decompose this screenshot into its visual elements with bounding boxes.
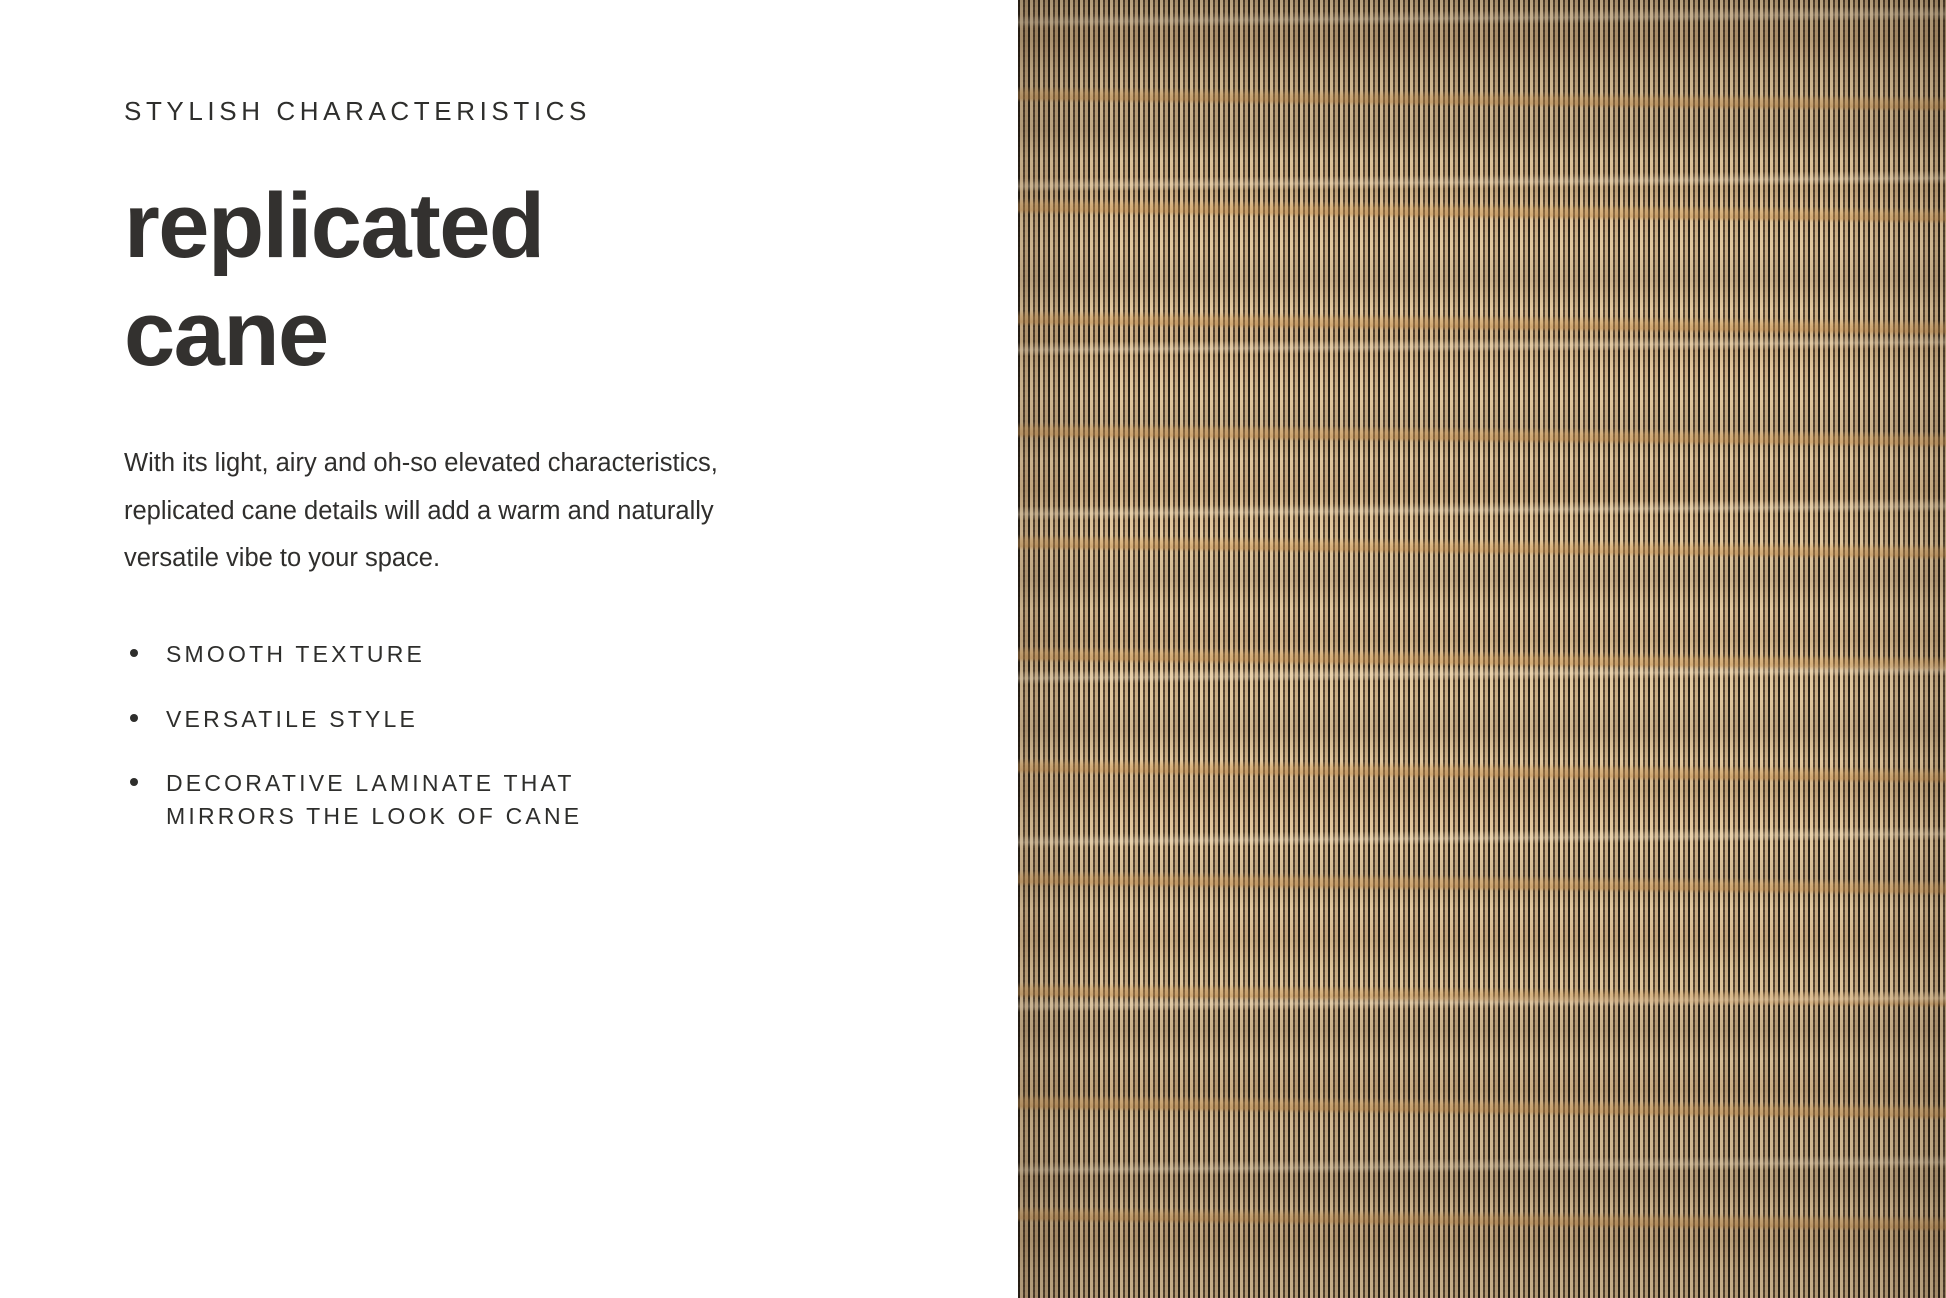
cane-texture-image	[1018, 0, 1946, 1298]
list-item	[124, 767, 924, 832]
bullet-dot-icon	[130, 649, 138, 657]
bullet-dot-icon	[130, 778, 138, 786]
bullet-dot-icon	[130, 714, 138, 722]
feature-list	[124, 638, 924, 833]
eyebrow-label: STYLISH CHARACTERISTICS	[124, 96, 591, 126]
weave-shading-layer	[1018, 0, 1946, 1298]
list-item	[124, 638, 924, 671]
body-paragraph: With its light, airy and oh-so elevated characteristics, replicated cane details will add a warm and naturally versatile vibe to your space.	[124, 449, 718, 572]
page-title-line-2: cane	[124, 282, 328, 385]
list-item-text: VERSATILE STYLE	[166, 705, 419, 732]
list-item-text-continued: MIRRORS THE LOOK OF CANE	[166, 802, 583, 829]
text-content	[124, 96, 924, 833]
list-item-label	[166, 767, 924, 832]
list-item-label	[166, 638, 924, 671]
list-item	[124, 703, 924, 736]
page-title-line-1: replicated	[124, 175, 544, 278]
list-item-text: DECORATIVE LAMINATE THAT	[166, 770, 575, 797]
list-item-label	[166, 703, 924, 736]
list-item-text: SMOOTH TEXTURE	[166, 640, 426, 667]
page-title	[124, 173, 744, 388]
